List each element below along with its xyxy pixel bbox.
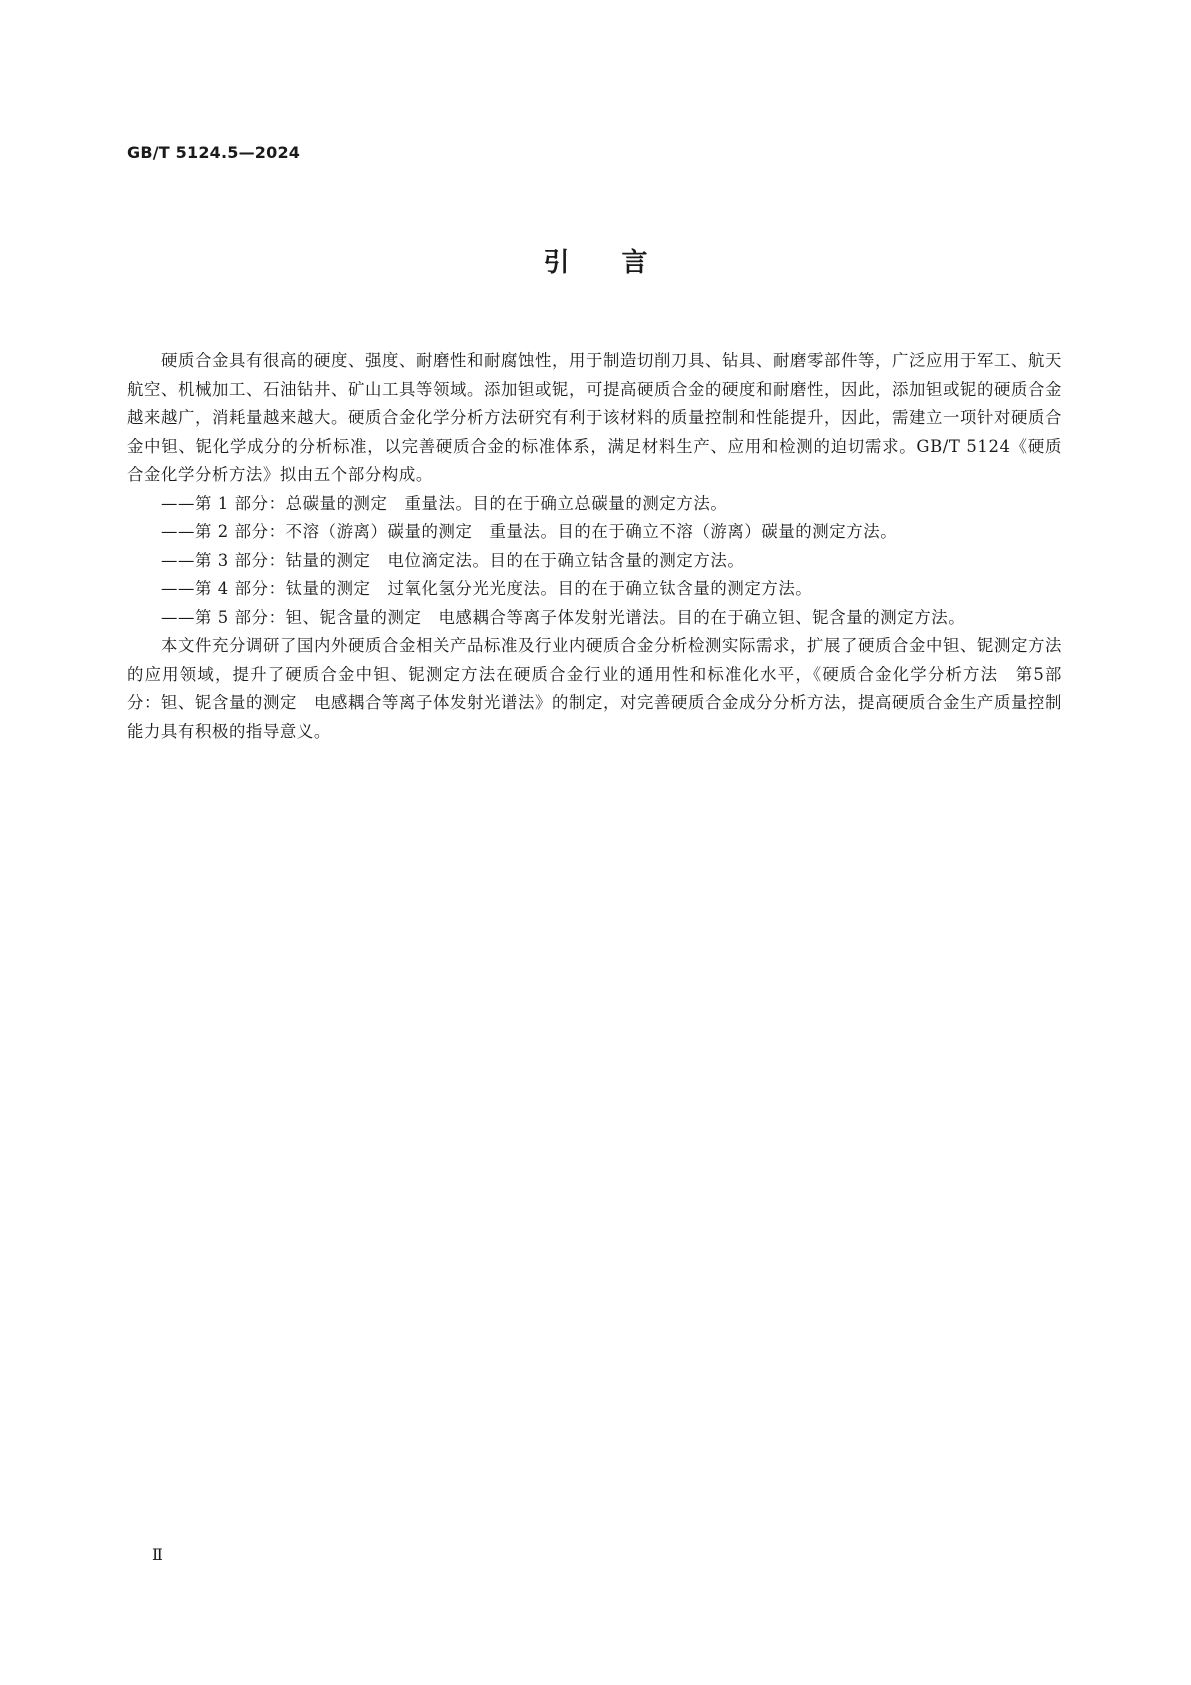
list-item-part-1: ——第 1 部分：总碳量的测定 重量法。目的在于确立总碳量的测定方法。 xyxy=(161,493,728,513)
list-item-part-4: ——第 4 部分：钛量的测定 过氧化氢分光光度法。目的在于确立钛含量的测定方法。 xyxy=(161,579,813,598)
page-number: Ⅱ xyxy=(152,1545,163,1564)
document-code: GB/T 5124.5—2024 xyxy=(127,143,301,162)
list-item-part-5: ——第 5 部分：钽、铌含量的测定 电感耦合等离子体发射光谱法。目的在于确立钽、铌含量的测定方法。 xyxy=(161,607,966,627)
closing-paragraph: 本文件充分调研了国内外硬质合金相关产品标准及行业内硬质合金分析检测实际需求，扩展了硬质合金中钽、铌测定方法的应用领域，提升了硬质合金中钽、铌测定方法在硬质合金行业的通用性和标准化水平，《硬质合金化学分析方法 第5部分：钽、铌含量的测定 电感耦合等离子体发射光谱法》的制定，对完善硬质合金成分分析方法，提高硬质合金生产质量控制能力具有积极的指导意义。 xyxy=(127,636,1062,741)
list-item-part-2: ——第 2 部分：不溶（游离）碳量的测定 重量法。目的在于确立不溶（游离）碳量的测定方法。 xyxy=(161,522,898,541)
intro-paragraph: 硬质合金具有很高的硬度、强度、耐磨性和耐腐蚀性，用于制造切削刀具、钻具、耐磨零部件等，广泛应用于军工、航天航空、机械加工、石油钻井、矿山工具等领域。添加钽或铌，可提高硬质合金的硬度和耐磨性，因此，添加钽或铌的硬质合金越来越广，消耗量越来越大。硬质合金化学分析方法研究有利于该材料的质量控制和性能提升，因此，需建立一项针对硬质合金中钽、铌化学成分的分析标准，以完善硬质合金的标准体系，满足材料生产、应用和检测的迫切需求。GB/T 5124《硬质合金化学分析方法》拟由五个部分构成。 xyxy=(127,351,1062,484)
page-title: 引言 xyxy=(543,248,700,278)
body-text xyxy=(127,347,1062,746)
list-item-part-3: ——第 3 部分：钴量的测定 电位滴定法。目的在于确立钴含量的测定方法。 xyxy=(161,550,745,570)
